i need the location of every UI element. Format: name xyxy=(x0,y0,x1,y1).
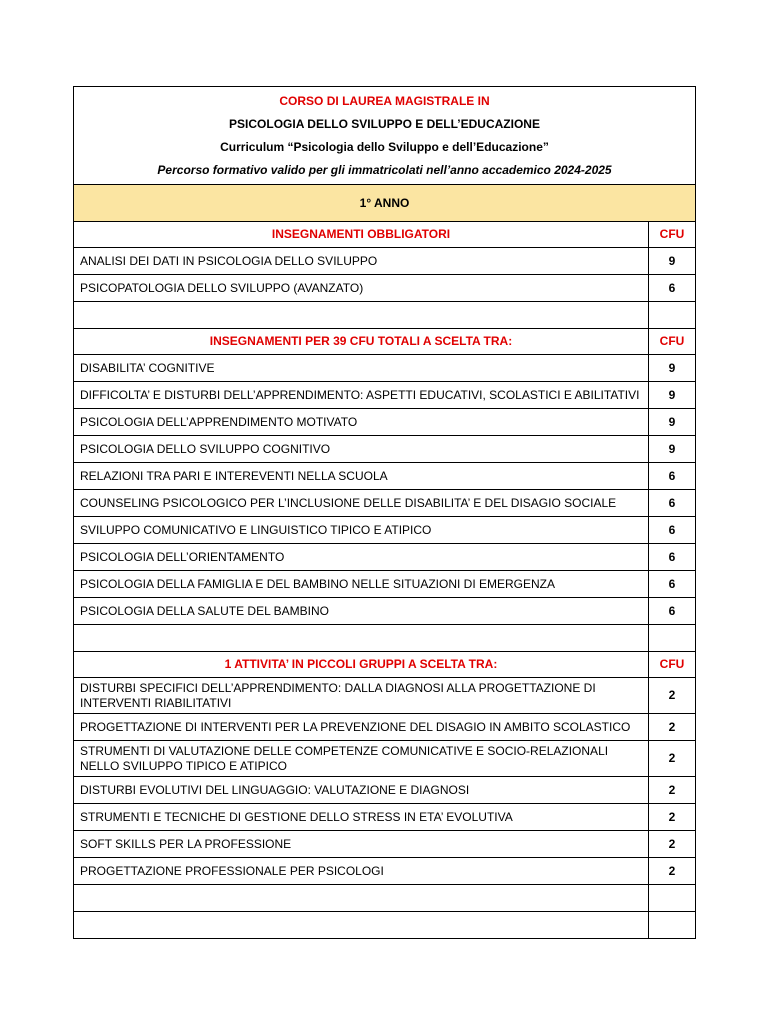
course-name: SVILUPPO COMUNICATIVO E LINGUISTICO TIPICO E ATIPICO xyxy=(74,517,649,544)
degree-type: CORSO DI LAUREA MAGISTRALE IN xyxy=(279,93,490,108)
table-row xyxy=(74,463,696,490)
course-cfu: 2 xyxy=(649,858,696,885)
course-cfu: 6 xyxy=(649,463,696,490)
table-row xyxy=(74,831,696,858)
table-row xyxy=(74,714,696,741)
table-row xyxy=(74,741,696,777)
course-cfu: 6 xyxy=(649,544,696,571)
table-row xyxy=(74,490,696,517)
blank-cell xyxy=(74,302,649,329)
section-title: INSEGNAMENTI OBBLIGATORI xyxy=(74,222,649,248)
table-row xyxy=(74,858,696,885)
course-name: PROGETTAZIONE DI INTERVENTI PER LA PREVENZIONE DEL DISAGIO IN AMBITO SCOLASTICO xyxy=(74,714,649,741)
table-row xyxy=(74,804,696,831)
blank-cell xyxy=(649,885,696,912)
course-name: PSICOPATOLOGIA DELLO SVILUPPO (AVANZATO) xyxy=(74,275,649,302)
course-name: ANALISI DEI DATI IN PSICOLOGIA DELLO SVILUPPO xyxy=(74,248,649,275)
course-cfu: 6 xyxy=(649,490,696,517)
table-row xyxy=(74,598,696,625)
cfu-column-header: CFU xyxy=(649,222,696,248)
blank-row xyxy=(74,885,696,912)
course-cfu: 9 xyxy=(649,382,696,409)
course-cfu: 2 xyxy=(649,678,696,714)
course-cfu: 9 xyxy=(649,248,696,275)
course-name: RELAZIONI TRA PARI E INTEREVENTI NELLA SCUOLA xyxy=(74,463,649,490)
course-name: COUNSELING PSICOLOGICO PER L’INCLUSIONE DELLE DISABILITA’ E DEL DISAGIO SOCIALE xyxy=(74,490,649,517)
course-name: DISTURBI SPECIFICI DELL’APPRENDIMENTO: DALLA DIAGNOSI ALLA PROGETTAZIONE DI INTERVENTI RIABILITATIVI xyxy=(74,678,649,714)
section-header-row xyxy=(74,222,696,248)
course-cfu: 6 xyxy=(649,275,696,302)
table-row xyxy=(74,275,696,302)
course-name: DISABILITA’ COGNITIVE xyxy=(74,355,649,382)
table-row xyxy=(74,517,696,544)
table-row xyxy=(74,544,696,571)
table-row xyxy=(74,382,696,409)
blank-cell xyxy=(649,302,696,329)
blank-row xyxy=(74,912,696,939)
document-header xyxy=(74,87,696,185)
cfu-column-header: CFU xyxy=(649,329,696,355)
course-cfu: 2 xyxy=(649,741,696,777)
course-name: PSICOLOGIA DELLO SVILUPPO COGNITIVO xyxy=(74,436,649,463)
year-label: 1° ANNO xyxy=(74,185,696,222)
table-row xyxy=(74,777,696,804)
validity-note: Percorso formativo valido per gli immatricolati nell’anno accademico 2024-2025 xyxy=(157,162,612,177)
section-title: INSEGNAMENTI PER 39 CFU TOTALI A SCELTA TRA: xyxy=(74,329,649,355)
table-row xyxy=(74,571,696,598)
blank-cell xyxy=(649,625,696,652)
course-name: PSICOLOGIA DELLA SALUTE DEL BAMBINO xyxy=(74,598,649,625)
course-name: PSICOLOGIA DELLA FAMIGLIA E DEL BAMBINO NELLE SITUAZIONI DI EMERGENZA xyxy=(74,571,649,598)
course-cfu: 9 xyxy=(649,355,696,382)
table-row xyxy=(74,436,696,463)
course-cfu: 2 xyxy=(649,777,696,804)
course-cfu: 2 xyxy=(649,804,696,831)
table-row xyxy=(74,355,696,382)
table-row xyxy=(74,678,696,714)
blank-cell xyxy=(74,912,649,939)
course-name: DISTURBI EVOLUTIVI DEL LINGUAGGIO: VALUTAZIONE E DIAGNOSI xyxy=(74,777,649,804)
section-title: 1 ATTIVITA’ IN PICCOLI GRUPPI A SCELTA TRA: xyxy=(74,652,649,678)
section-header-row xyxy=(74,329,696,355)
course-cfu: 6 xyxy=(649,598,696,625)
blank-row xyxy=(74,625,696,652)
course-name: PROGETTAZIONE PROFESSIONALE PER PSICOLOGI xyxy=(74,858,649,885)
course-cfu: 6 xyxy=(649,571,696,598)
table-row xyxy=(74,409,696,436)
table-header-row xyxy=(74,87,696,185)
course-name: STRUMENTI E TECNICHE DI GESTIONE DELLO STRESS IN ETA’ EVOLUTIVA xyxy=(74,804,649,831)
course-name: SOFT SKILLS PER LA PROFESSIONE xyxy=(74,831,649,858)
course-name: PSICOLOGIA DELL’ORIENTAMENTO xyxy=(74,544,649,571)
blank-cell xyxy=(74,625,649,652)
course-cfu: 9 xyxy=(649,409,696,436)
blank-row xyxy=(74,302,696,329)
degree-name: PSICOLOGIA DELLO SVILUPPO E DELL’EDUCAZIONE xyxy=(229,116,540,131)
blank-cell xyxy=(74,885,649,912)
course-name: STRUMENTI DI VALUTAZIONE DELLE COMPETENZE COMUNICATIVE E SOCIO-RELAZIONALI NELLO SVILUPPO TIPICO E ATIPICO xyxy=(74,741,649,777)
course-cfu: 2 xyxy=(649,831,696,858)
course-name: DIFFICOLTA’ E DISTURBI DELL’APPRENDIMENTO: ASPETTI EDUCATIVI, SCOLASTICI E ABILITATIVI xyxy=(74,382,649,409)
course-cfu: 2 xyxy=(649,714,696,741)
section-header-row xyxy=(74,652,696,678)
curriculum-name: Curriculum “Psicologia dello Sviluppo e dell’Educazione” xyxy=(220,139,549,154)
year-row xyxy=(74,185,696,222)
blank-cell xyxy=(649,912,696,939)
cfu-column-header: CFU xyxy=(649,652,696,678)
course-cfu: 9 xyxy=(649,436,696,463)
course-cfu: 6 xyxy=(649,517,696,544)
study-plan-table xyxy=(73,86,696,939)
course-name: PSICOLOGIA DELL’APPRENDIMENTO MOTIVATO xyxy=(74,409,649,436)
table-row xyxy=(74,248,696,275)
